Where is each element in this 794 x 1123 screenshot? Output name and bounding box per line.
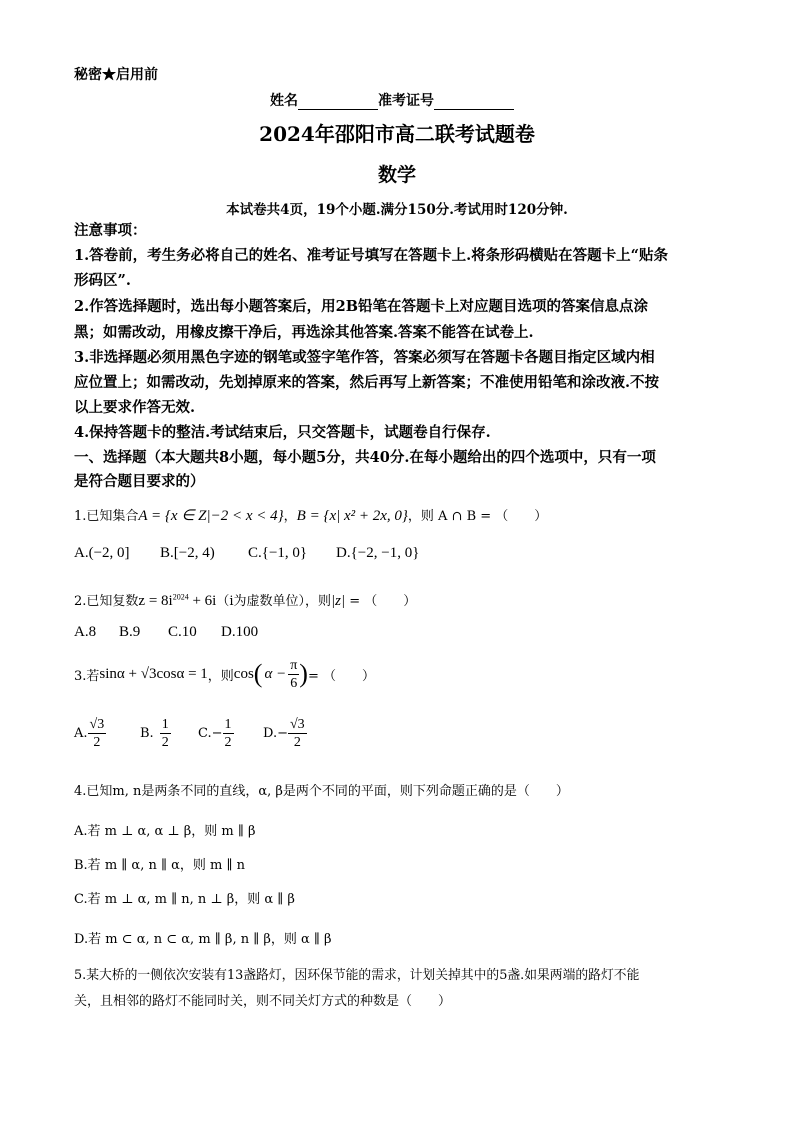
note-2-line-1: 2.作答选择题时，选出每小题答案后，用2B铅笔在答题卡上对应题目选项的答案信息点涂 <box>74 298 648 315</box>
q2-abs: |z| <box>331 593 346 609</box>
q3-option-d-frac <box>288 716 307 751</box>
q3-option-d <box>263 716 307 751</box>
q4-option-d: D.若 m ⊂ α, n ⊂ α, m ∥ β, n ∥ β，则 α ∥ β <box>74 932 332 947</box>
q3-alpha: α − <box>264 665 287 682</box>
q3-close-paren: ) <box>299 659 308 688</box>
note-1-line-2: 形码区”. <box>74 272 131 289</box>
q3-option-b-label: B. <box>140 726 154 741</box>
q3-pi-over-6 <box>288 657 299 692</box>
q3-open-paren: ( <box>253 659 263 688</box>
question-5-line-1: 5.某大桥的一侧依次安装有13盏路灯，因环保节能的需求，计划关掉其中的5盏.如果两端的路灯不能 <box>74 968 640 983</box>
q2-option-d: D.100 <box>221 624 259 640</box>
q2-exponent: 2024 <box>172 592 189 602</box>
name-label: 姓名 <box>270 93 298 109</box>
q1-prefix: 1.已知集合 <box>74 509 139 524</box>
q3-option-a-label: A. <box>74 726 88 741</box>
q3-prefix: 3.若 <box>74 668 100 684</box>
subject-title: 数学 <box>377 164 416 186</box>
q1-option-a: A.(−2, 0] <box>74 545 130 561</box>
q3-b-den: 2 <box>161 735 169 750</box>
q3-c-num: 1 <box>224 717 232 732</box>
q3-option-b-frac <box>160 716 171 751</box>
note-4: 4.保持答题卡的整洁.考试结束后，只交答题卡，试题卷自行保存. <box>74 424 491 441</box>
section-heading-line-2: 是符合题目要求的） <box>74 473 205 490</box>
q4-option-c: C.若 m ⊥ α, m ∥ n, n ⊥ β，则 α ∥ β <box>74 892 295 907</box>
q3-d-num: √3 <box>289 717 305 732</box>
q2-mid: （i为虚数单位），则 <box>216 594 332 609</box>
exam-title: 2024年邵阳市高二联考试题卷 <box>259 122 535 146</box>
q3-option-a-frac <box>88 716 107 751</box>
section-heading-line-1: 一、选择题（本大题共8小题，每小题5分，共40分.在每小题给出的四个选项中，只有一项 <box>74 449 656 466</box>
q2-expr: z = 8i <box>138 593 173 609</box>
question-1-stem <box>74 505 547 525</box>
q2-ask: = （ ） <box>345 594 417 609</box>
q3-condition: sinα + √3cosα = 1 <box>99 665 208 682</box>
q4-option-a: A.若 m ⊥ α, α ⊥ β，则 m ∥ β <box>74 824 256 839</box>
q3-option-a <box>74 716 106 751</box>
q4-option-b: B.若 m ∥ α, n ∥ α，则 m ∥ n <box>74 858 245 873</box>
confidential-label: 秘密★启用前 <box>74 67 158 83</box>
q1-set-b: B = {x| x² + 2x, 0} <box>296 508 408 524</box>
question-5-line-2: 关，且相邻的路灯不能同时关，则不同关灯方式的种数是（ ） <box>74 994 452 1009</box>
q2-expr-tail: + 6i <box>188 593 217 609</box>
q1-option-b: B.[−2, 4) <box>160 545 215 561</box>
candidate-info-line <box>270 90 514 110</box>
note-3-line-1: 3.非选择题必须用黑色字迹的钢笔或签字笔作答，答案必须写在答题卡各题目指定区域内相 <box>74 349 655 366</box>
q1-set-a: A = {x ∈ Z|−2 < x < 4} <box>138 508 284 524</box>
exam-info: 本试卷共4页，19个小题.满分150分.考试用时120分钟. <box>226 202 568 218</box>
q3-option-c-frac <box>223 716 234 751</box>
q1-comma: ， <box>283 509 297 524</box>
id-blank <box>434 95 514 110</box>
q2-prefix: 2.已知复数 <box>74 594 139 609</box>
note-1-line-1: 1.答卷前，考生务必将自己的姓名、准考证号填写在答题卡上.将条形码横贴在答题卡上“贴条 <box>74 247 669 264</box>
name-blank <box>298 95 378 110</box>
note-3-line-2: 应位置上；如需改动，先划掉原来的答案，然后再写上新答案；不准使用铅笔和涂改液.不按 <box>74 374 660 391</box>
note-2-line-2: 黑；如需改动，用橡皮擦干净后，再选涂其他答案.答案不能答在试卷上. <box>74 324 534 341</box>
q3-c-den: 2 <box>224 735 232 750</box>
q3-d-den: 2 <box>293 735 301 750</box>
q2-option-c: C.10 <box>168 624 197 640</box>
q1-ask: ，则 A ∩ B = （ ） <box>407 509 548 524</box>
notes-heading: 注意事项： <box>74 222 147 239</box>
q3-ask: = （ ） <box>307 668 375 684</box>
q2-option-a: A.8 <box>74 624 97 640</box>
q3-option-d-label: D.− <box>263 726 288 741</box>
id-label: 准考证号 <box>378 93 434 109</box>
q3-a-num: √3 <box>89 717 105 732</box>
q3-option-b <box>140 716 171 751</box>
q3-b-num: 1 <box>161 717 169 732</box>
q3-a-den: 2 <box>93 735 101 750</box>
note-3-line-3: 以上要求作答无效. <box>74 399 196 416</box>
q1-option-d: D.{−2, −1, 0} <box>336 545 420 561</box>
q3-option-c <box>198 716 234 751</box>
q3-cos: cos <box>233 665 254 682</box>
q3-option-c-label: C.− <box>198 726 223 741</box>
q3-mid: ，则 <box>207 668 234 684</box>
q1-option-c: C.{−1, 0} <box>248 545 308 561</box>
question-2-stem <box>74 590 416 610</box>
q3-six: 6 <box>290 675 298 691</box>
question-4-stem: 4.已知m, n是两条不同的直线，α, β是两个不同的平面，则下列命题正确的是（ ） <box>74 784 569 799</box>
q2-option-b: B.9 <box>119 624 141 640</box>
question-3-stem <box>74 654 375 694</box>
q3-pi: π <box>290 657 298 673</box>
